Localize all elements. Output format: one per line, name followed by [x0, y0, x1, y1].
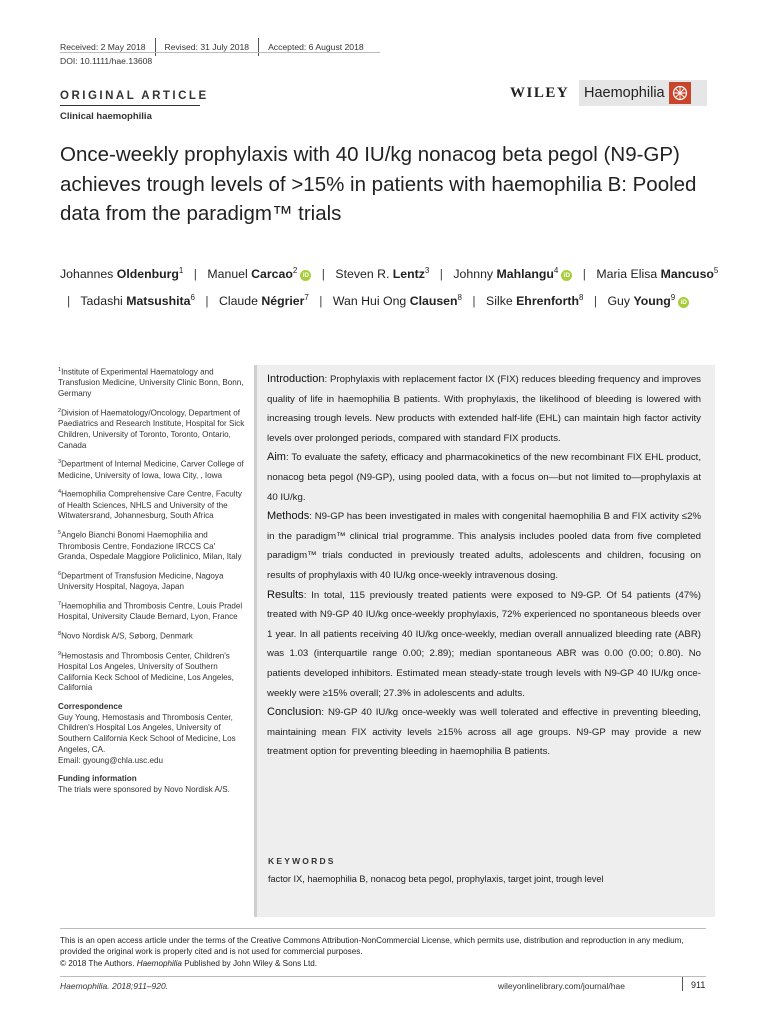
affiliation-text: Department of Internal Medicine, Carver College of Medicine, University of Iowa, Iowa City, , Iowa — [58, 459, 244, 480]
copyright-suffix: Published by John Wiley & Sons Ltd. — [181, 958, 317, 968]
author-affiliation-mark: 4 — [553, 266, 559, 275]
abstract-section-text: : To evaluate the safety, efficacy and pharmacokinetics of the new recombinant FIX EHL product, nonacog beta pegol (N9-GP), using pooled data, with a focus on—but not limited to—prophylaxis at 40 IU/kg. — [267, 452, 701, 503]
author[interactable] — [453, 267, 572, 281]
author[interactable] — [80, 294, 195, 308]
abstract-section-text: : In total, 115 previously treated patients were exposed to N9-GP. Of 54 patients (47%) treated with N9-GP 40 IU/kg once-weekly prophylaxis, 72% experienced no spontaneous bleeds over 1 year. In all patients receiving 40 IU/kg once-weekly, median overall annualized bleeding rate (ABR) was 1.03 (interquartile range 0.00; 2.89); median spontaneous ABR was 0.00 (0.00; 0.80). No patients developed inhibitors. Estimated mean steady-state trough levels with N9-GP 40 IU/kg once-weekly were ≥15% overall; 27.3% in adolescents and adults. — [267, 589, 701, 699]
correspondence-email[interactable]: Email: gyoung@chla.usc.edu — [58, 755, 163, 765]
copyright-prefix: © 2018 The Authors. — [60, 958, 137, 968]
abstract-section-label: Methods — [267, 510, 310, 523]
affiliation-text: Novo Nordisk A/S, Søborg, Denmark — [61, 631, 193, 641]
author[interactable] — [207, 267, 311, 281]
author-given-name: Johnny — [453, 267, 497, 282]
author-affiliation-mark: 8 — [457, 293, 462, 303]
page-number: 911 — [691, 980, 706, 990]
affiliation-number: 1 — [58, 367, 62, 373]
abstract-section — [267, 703, 701, 762]
author-given-name: Claude — [218, 294, 262, 309]
article-subsection: Clinical haemophilia — [60, 111, 152, 122]
author-affiliation-mark: 6 — [190, 293, 195, 303]
affiliation-number: 8 — [58, 631, 62, 638]
affiliations-column — [58, 365, 246, 796]
abstract-section-label: Results — [267, 588, 304, 601]
affiliation-text: Institute of Experimental Haematology and Transfusion Medicine, University Clinic Bonn, Bonn, Germany — [58, 367, 244, 399]
journal-website-link[interactable]: wileyonlinelibrary.com/journal/hae — [498, 981, 625, 991]
page-number-separator — [682, 977, 683, 991]
author[interactable] — [60, 267, 183, 281]
author-separator: | — [582, 267, 586, 282]
affiliation-text: Division of Haematology/Oncology, Department of Paediatrics and Research Institute, Hospital for Sick Children, University of Toronto, Toronto, Ontario, Canada — [58, 408, 245, 450]
affiliation-text: Haemophilia Comprehensive Care Centre, Faculty of Health Sciences, NHLS and University of the Witwatersrand, Johannesburg, South Africa — [58, 490, 242, 521]
affiliation — [58, 365, 246, 400]
article-dates — [60, 38, 364, 56]
affiliation — [58, 528, 246, 563]
affiliation — [58, 599, 246, 623]
author-family-name: Oldenburg — [116, 267, 179, 282]
author-family-name: Mancuso — [660, 267, 714, 282]
author-given-name: Silke — [486, 294, 517, 309]
article-title: Once-weekly prophylaxis with 40 IU/kg nonacog beta pegol (N9-GP) achieves trough levels of >15% in patients with haemophilia B: Pooled data from the paradigm™ trials — [60, 143, 697, 225]
affiliation — [58, 406, 246, 452]
author-given-name: Tadashi — [80, 294, 127, 309]
author-given-name: Guy — [607, 294, 634, 309]
affiliation — [58, 649, 246, 695]
footer-divider-bottom — [60, 976, 706, 977]
author-family-name: Lentz — [392, 267, 425, 282]
copyright-journal: Haemophilia — [136, 958, 182, 968]
citation — [60, 981, 168, 991]
author-separator: | — [321, 267, 325, 282]
license-notice — [60, 935, 710, 969]
affiliation — [58, 629, 246, 642]
funding-heading: Funding information — [58, 774, 137, 784]
affiliation-number: 7 — [58, 601, 62, 608]
author[interactable] — [596, 267, 718, 281]
author-given-name: Manuel — [207, 267, 252, 282]
author-given-name: Maria Elisa — [596, 267, 661, 282]
author-family-name: Mahlangu — [496, 267, 554, 282]
date-separator — [155, 38, 156, 56]
author-separator: | — [439, 267, 443, 282]
author[interactable] — [607, 294, 689, 308]
received-date: Received: 2 May 2018 — [60, 42, 146, 52]
affiliation-number: 4 — [58, 489, 62, 496]
affiliation-number: 9 — [58, 650, 62, 657]
accepted-date: Accepted: 6 August 2018 — [268, 42, 364, 52]
author-family-name: Matsushita — [126, 294, 191, 309]
publisher-logo: WILEY — [510, 85, 570, 101]
abstract-side-rule — [254, 365, 257, 917]
author-family-name: Young — [633, 294, 671, 309]
abstract-section-label: Aim — [267, 451, 286, 464]
affiliation-text: Angelo Bianchi Bonomi Haemophilia and Thrombosis Centre, Fondazione IRCCS Ca' Granda, Ospedale Maggiore Policlinico, Milan, Italy — [58, 530, 242, 562]
author[interactable] — [486, 294, 583, 308]
affiliation-number: 3 — [58, 459, 62, 466]
author-family-name: Ehrenforth — [516, 294, 579, 309]
correspondence-heading: Correspondence — [58, 702, 123, 712]
author[interactable] — [335, 267, 429, 281]
article-type-underline — [60, 105, 200, 106]
author-separator: | — [67, 294, 71, 309]
author-family-name: Clausen — [409, 294, 458, 309]
author-family-name: Négrier — [261, 294, 305, 309]
author-affiliation-mark: 3 — [424, 266, 430, 275]
abstract-section-label: Introduction — [267, 373, 325, 385]
affiliation — [58, 487, 246, 522]
author[interactable] — [219, 294, 309, 308]
article-type: ORIGINAL ARTICLE — [60, 90, 209, 102]
journal-logo-icon — [669, 82, 691, 104]
orcid-icon[interactable]: iD — [300, 270, 311, 281]
copyright — [60, 958, 710, 969]
affiliation-text: Hemostasis and Thrombosis Center, Children's Hospital Los Angeles, University of Southern California Keck School of Medicine, Los Angeles, California — [58, 651, 234, 693]
author-given-name: Johannes — [60, 267, 117, 282]
affiliation — [58, 569, 246, 593]
abstract-section-text: : Prophylaxis with replacement factor IX (FIX) reduces bleeding frequency and improves quality of life in haemophilia B patients. With prophylaxis, the likelihood of bleeding is lowered with increasing trough levels. New products with extended half-life (EHL) can maintain high factor activity levels over prolonged periods, compared with standard FIX products. — [267, 374, 701, 444]
author-affiliation-mark: 9 — [670, 293, 676, 303]
affiliation — [58, 457, 246, 481]
footer-divider — [60, 928, 706, 929]
author-list — [60, 259, 720, 313]
author-given-name: Wan Hui Ong — [332, 294, 410, 309]
author-separator: | — [472, 294, 476, 309]
header-divider — [60, 52, 380, 53]
abstract-section — [267, 370, 701, 448]
orcid-icon[interactable]: iD — [561, 270, 572, 281]
author-family-name: Carcao — [251, 267, 293, 282]
affiliation-number: 5 — [58, 530, 62, 537]
doi[interactable]: DOI: 10.1111/hae.13608 — [60, 56, 153, 66]
abstract-section-text: : N9-GP has been investigated in males with congenital haemophilia B and FIX activity ≤2% in the paradigm™ clinical trial programme. This analysis includes pooled data from five completed paradigm™ trials conducted in previously treated adults, adolescents and children, focusing on results of prophylaxis with 40 IU/kg once-weekly intravenous dosing. — [267, 511, 701, 581]
orcid-icon[interactable]: iD — [678, 297, 689, 308]
revised-date: Revised: 31 July 2018 — [164, 42, 250, 52]
author-affiliation-mark: 8 — [578, 293, 584, 303]
author-affiliation-mark: 5 — [713, 266, 719, 275]
affiliation-text: Haemophilia and Thrombosis Centre, Louis Pradel Hospital, University Claude Bernard, Lyon, France — [58, 601, 243, 622]
citation-text: Haemophilia. 2018;911–920. — [60, 981, 169, 991]
journal-name: Haemophilia — [584, 85, 665, 101]
author-affiliation-mark: 1 — [178, 266, 184, 275]
date-separator — [258, 38, 259, 56]
abstract-section — [267, 507, 701, 585]
author-separator: | — [319, 294, 323, 309]
author-given-name: Steven R. — [335, 267, 393, 282]
author-affiliation-mark: 2 — [292, 266, 298, 275]
license-text: This is an open access article under the terms of the Creative Commons Attribution-NonCommercial License, which permits use, distribution and reproduction in any medium, provided the original work is properly cited and is not used for commercial purposes. — [60, 936, 684, 957]
abstract-section-text: : N9-GP 40 IU/kg once-weekly was well tolerated and effective in preventing bleeding, maintaining mean FIX activity levels ≥15% across all age groups. N9-GP may provide a new treatment option for preventing bleeding in haemophilia B patients. — [267, 707, 701, 758]
affiliation-text: Department of Transfusion Medicine, Nagoya University Hospital, Nagoya, Japan — [58, 571, 224, 592]
abstract-section — [267, 586, 701, 704]
abstract — [267, 370, 701, 762]
affiliation-list — [58, 365, 246, 694]
funding-text: The trials were sponsored by Novo Nordisk A/S. — [58, 784, 230, 794]
author-separator: | — [193, 267, 197, 282]
author-separator: | — [593, 294, 598, 309]
abstract-section — [267, 448, 701, 507]
journal-badge — [579, 80, 707, 106]
keywords: factor IX, haemophilia B, nonacog beta pegol, prophylaxis, target joint, trough level — [268, 874, 604, 884]
author-separator: | — [205, 294, 209, 309]
affiliation-number: 2 — [58, 407, 62, 414]
affiliation-number: 6 — [58, 570, 62, 577]
keywords-heading: KEYWORDS — [268, 856, 336, 866]
author-affiliation-mark: 7 — [304, 293, 309, 303]
abstract-section-label: Conclusion — [267, 706, 322, 719]
author[interactable] — [333, 294, 462, 308]
correspondence-text: Guy Young, Hemostasis and Thrombosis Center, Children's Hospital Los Angeles, University of Southern California Keck School of Medicine, Los Angeles, CA. — [58, 712, 236, 754]
